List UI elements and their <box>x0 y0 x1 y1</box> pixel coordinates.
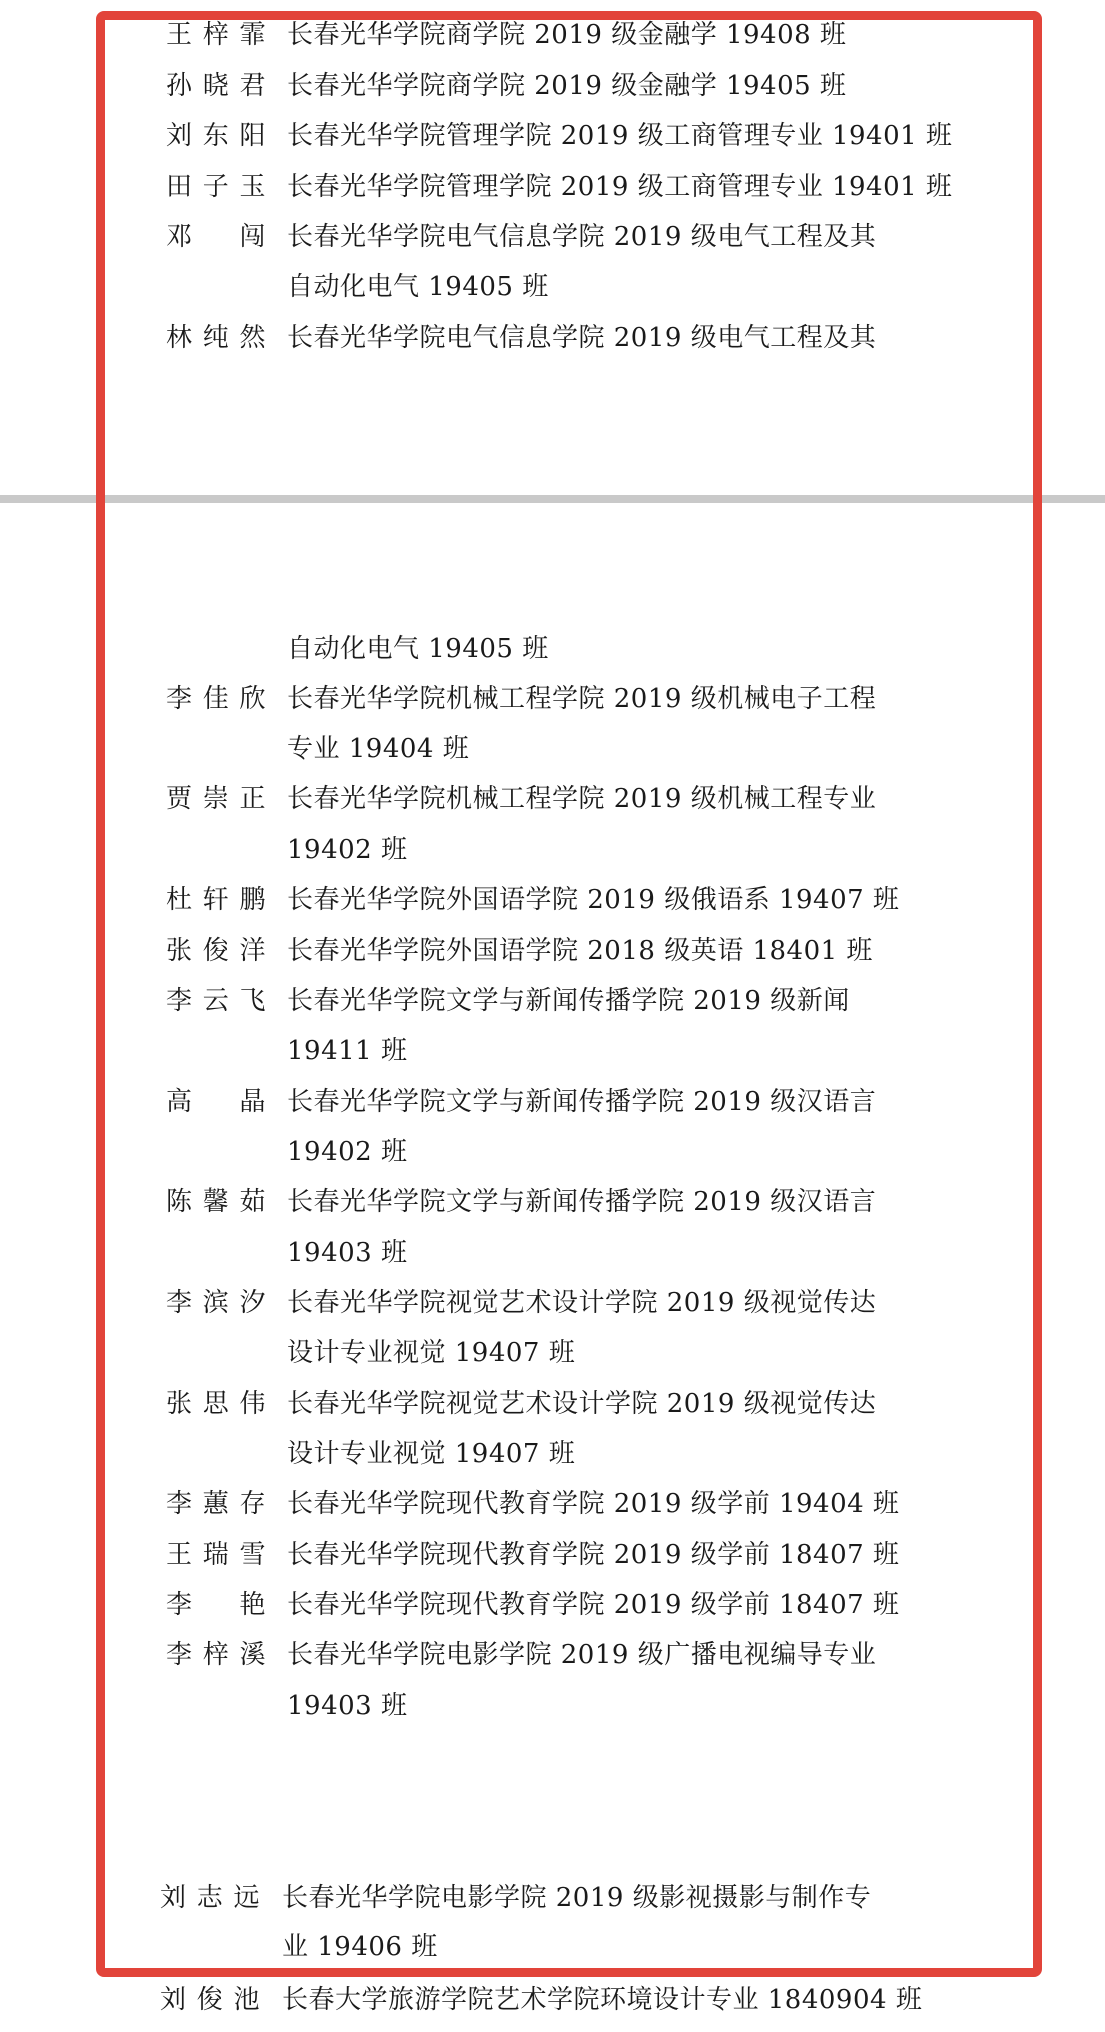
class-info-continued: 19403 班 <box>287 1691 408 1721</box>
class-info-continued: 19402 班 <box>287 835 408 865</box>
class-info: 长春光华学院电影学院 2019 级广播电视编导专业 <box>287 1640 877 1670</box>
class-info-continued: 19402 班 <box>287 1137 408 1167</box>
student-name: 田 子 玉 <box>166 172 266 202</box>
class-info: 长春光华学院管理学院 2019 级工商管理专业 19401 班 <box>287 121 953 151</box>
class-info: 长春光华学院现代教育学院 2019 级学前 19404 班 <box>287 1489 900 1519</box>
class-info-continued: 业 19406 班 <box>282 1932 438 1962</box>
student-name: 高 晶 <box>166 1087 266 1117</box>
student-name: 王 瑞 雪 <box>166 1540 266 1570</box>
class-info: 长春光华学院商学院 2019 级金融学 19408 班 <box>287 20 847 50</box>
student-name: 刘 志 远 <box>160 1883 260 1913</box>
student-name: 刘 东 阳 <box>166 121 266 151</box>
student-name: 刘 俊 池 <box>160 1985 260 2015</box>
class-info: 长春光华学院文学与新闻传播学院 2019 级新闻 <box>287 986 850 1016</box>
student-name: 邓 闯 <box>166 222 266 252</box>
student-name: 张 俊 洋 <box>166 936 266 966</box>
class-info-continued: 自动化电气 19405 班 <box>287 634 549 664</box>
student-name: 李 云 飞 <box>166 986 266 1016</box>
class-info: 长春光华学院外国语学院 2019 级俄语系 19407 班 <box>287 885 900 915</box>
class-info-continued: 19403 班 <box>287 1238 408 1268</box>
class-info-continued: 自动化电气 19405 班 <box>287 272 549 302</box>
class-info-continued: 设计专业视觉 19407 班 <box>287 1338 576 1368</box>
class-info: 长春光华学院管理学院 2019 级工商管理专业 19401 班 <box>287 172 953 202</box>
class-info: 长春光华学院视觉艺术设计学院 2019 级视觉传达 <box>287 1288 877 1318</box>
class-info-continued: 19411 班 <box>287 1036 408 1066</box>
student-name: 贾 崇 正 <box>166 784 266 814</box>
class-info: 长春光华学院文学与新闻传播学院 2019 级汉语言 <box>287 1187 877 1217</box>
student-name: 张 思 伟 <box>166 1389 266 1419</box>
class-info: 长春光华学院机械工程学院 2019 级机械电子工程 <box>287 684 877 714</box>
class-info: 长春光华学院电气信息学院 2019 级电气工程及其 <box>287 323 877 353</box>
student-name: 陈 馨 茹 <box>166 1187 266 1217</box>
student-name: 李 梓 溪 <box>166 1640 266 1670</box>
student-name: 杜 轩 鹏 <box>166 885 266 915</box>
class-info: 长春光华学院电气信息学院 2019 级电气工程及其 <box>287 222 877 252</box>
class-info: 长春大学旅游学院艺术学院环境设计专业 1840904 班 <box>282 1985 923 2015</box>
class-info: 长春光华学院机械工程学院 2019 级机械工程专业 <box>287 784 877 814</box>
page-separator <box>0 495 1105 503</box>
class-info-continued: 专业 19404 班 <box>287 734 470 764</box>
class-info-continued: 设计专业视觉 19407 班 <box>287 1439 576 1469</box>
student-name: 李 滨 汐 <box>166 1288 266 1318</box>
student-name: 李 艳 <box>166 1590 266 1620</box>
class-info: 长春光华学院文学与新闻传播学院 2019 级汉语言 <box>287 1087 877 1117</box>
student-name: 孙 晓 君 <box>166 71 266 101</box>
class-info: 长春光华学院现代教育学院 2019 级学前 18407 班 <box>287 1590 900 1620</box>
student-name: 李 佳 欣 <box>166 684 266 714</box>
class-info: 长春光华学院视觉艺术设计学院 2019 级视觉传达 <box>287 1389 877 1419</box>
class-info: 长春光华学院电影学院 2019 级影视摄影与制作专 <box>282 1883 872 1913</box>
class-info: 长春光华学院现代教育学院 2019 级学前 18407 班 <box>287 1540 900 1570</box>
class-info: 长春光华学院商学院 2019 级金融学 19405 班 <box>287 71 847 101</box>
student-name: 李 蕙 存 <box>166 1489 266 1519</box>
student-name: 林 纯 然 <box>166 323 266 353</box>
class-info: 长春光华学院外国语学院 2018 级英语 18401 班 <box>287 936 873 966</box>
student-name: 王 梓 霏 <box>166 20 266 50</box>
